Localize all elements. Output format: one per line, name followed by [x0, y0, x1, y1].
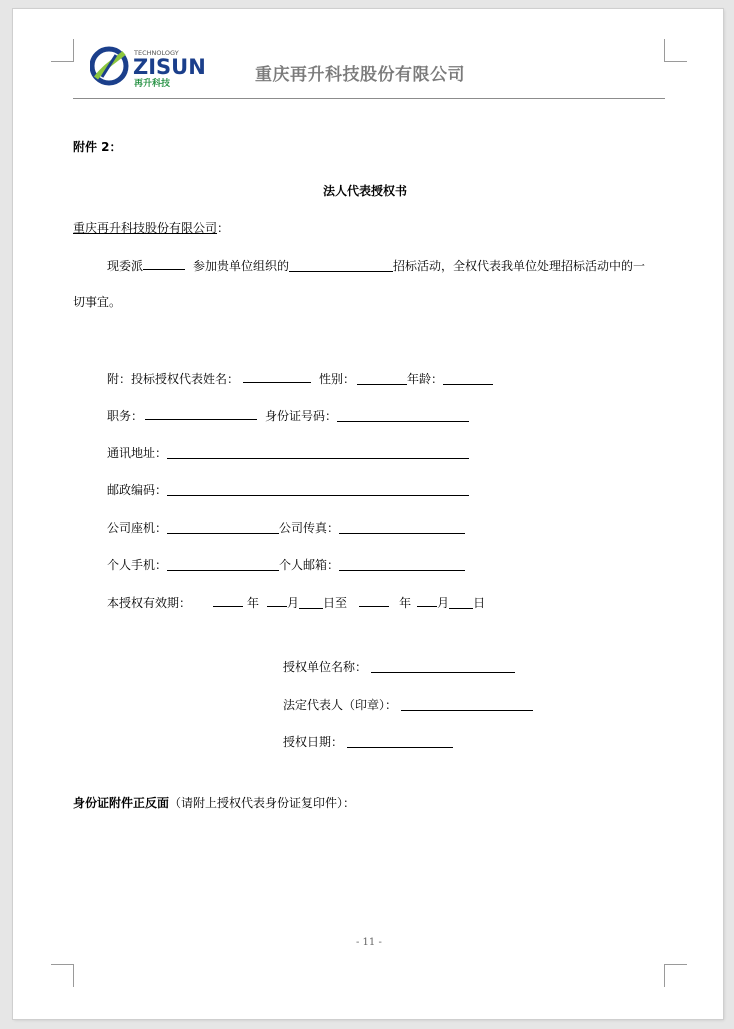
crop-mark-top-left: [51, 39, 74, 62]
signature-date-row: 授权日期：: [283, 734, 453, 750]
svg-text:TECHNOLOGY: TECHNOLOGY: [134, 49, 179, 57]
addressee: 重庆再升科技股份有限公司: [73, 221, 218, 235]
position-blank[interactable]: [145, 407, 257, 420]
field-address-row: 通讯地址：: [107, 445, 469, 461]
svg-text:再升科技: 再升科技: [134, 79, 171, 89]
id-number-blank[interactable]: [337, 409, 469, 422]
field-company-phone-row: 公司座机： 公司传真：: [107, 520, 465, 536]
page-number: - 11 -: [356, 937, 382, 948]
body-paragraph-line-1: 现委派 参加贵单位组织的 招标活动，全权代表我单位处理招标活动中的一: [107, 259, 646, 273]
header-divider: [73, 98, 665, 99]
mobile-blank[interactable]: [167, 558, 279, 571]
crop-mark-top-right: [664, 39, 687, 62]
company-fax-blank[interactable]: [339, 521, 465, 534]
legal-rep-blank[interactable]: [401, 698, 533, 711]
age-blank[interactable]: [443, 372, 493, 385]
company-phone-blank[interactable]: [167, 521, 279, 534]
validity-end-day-blank[interactable]: [449, 596, 473, 609]
address-blank[interactable]: [167, 446, 469, 459]
validity-start-year-blank[interactable]: [213, 594, 243, 607]
body-paragraph-line-2: 切事宜。: [73, 295, 122, 309]
logo-mark-icon: [92, 49, 126, 83]
date-blank[interactable]: [347, 735, 453, 748]
rep-name-blank[interactable]: [243, 370, 311, 383]
header-company-name: 重庆再升科技股份有限公司: [255, 65, 465, 85]
field-position-row: 职务： 身份证号码：: [107, 407, 469, 424]
gender-blank[interactable]: [357, 372, 407, 385]
signature-unit-row: 授权单位名称：: [283, 659, 515, 675]
crop-mark-bottom-left: [51, 964, 74, 987]
field-mobile-row: 个人手机： 个人邮箱：: [107, 557, 465, 573]
crop-mark-bottom-right: [664, 964, 687, 987]
addressee-line: 重庆再升科技股份有限公司：: [73, 221, 230, 235]
organizer-blank[interactable]: [289, 259, 393, 272]
field-postcode-row: 邮政编码：: [107, 482, 469, 498]
validity-end-month-blank[interactable]: [417, 594, 437, 607]
validity-start-month-blank[interactable]: [267, 594, 287, 607]
unit-name-blank[interactable]: [371, 660, 515, 673]
field-rep-name-row: 附：投标授权代表姓名： 性别： 年龄：: [107, 370, 493, 387]
document-title: 法人代表授权书: [323, 184, 408, 198]
email-blank[interactable]: [339, 558, 465, 571]
company-logo: [90, 43, 240, 89]
document-page: [13, 9, 723, 1019]
attachment-label: 附件 2：: [73, 140, 122, 154]
validity-end-year-blank[interactable]: [359, 594, 389, 607]
field-validity-row: 本授权有效期： 年 月 日至 年 月 日: [107, 596, 486, 610]
delegate-blank[interactable]: [143, 257, 185, 270]
validity-start-day-blank[interactable]: [299, 596, 323, 609]
id-attachment-line: 身份证附件正反面（请附上授权代表身份证复印件）：: [73, 796, 356, 810]
svg-text:ZISUN: ZISUN: [133, 55, 206, 79]
postcode-blank[interactable]: [167, 483, 469, 496]
signature-legal-rep-row: 法定代表人（印章）：: [283, 697, 533, 713]
